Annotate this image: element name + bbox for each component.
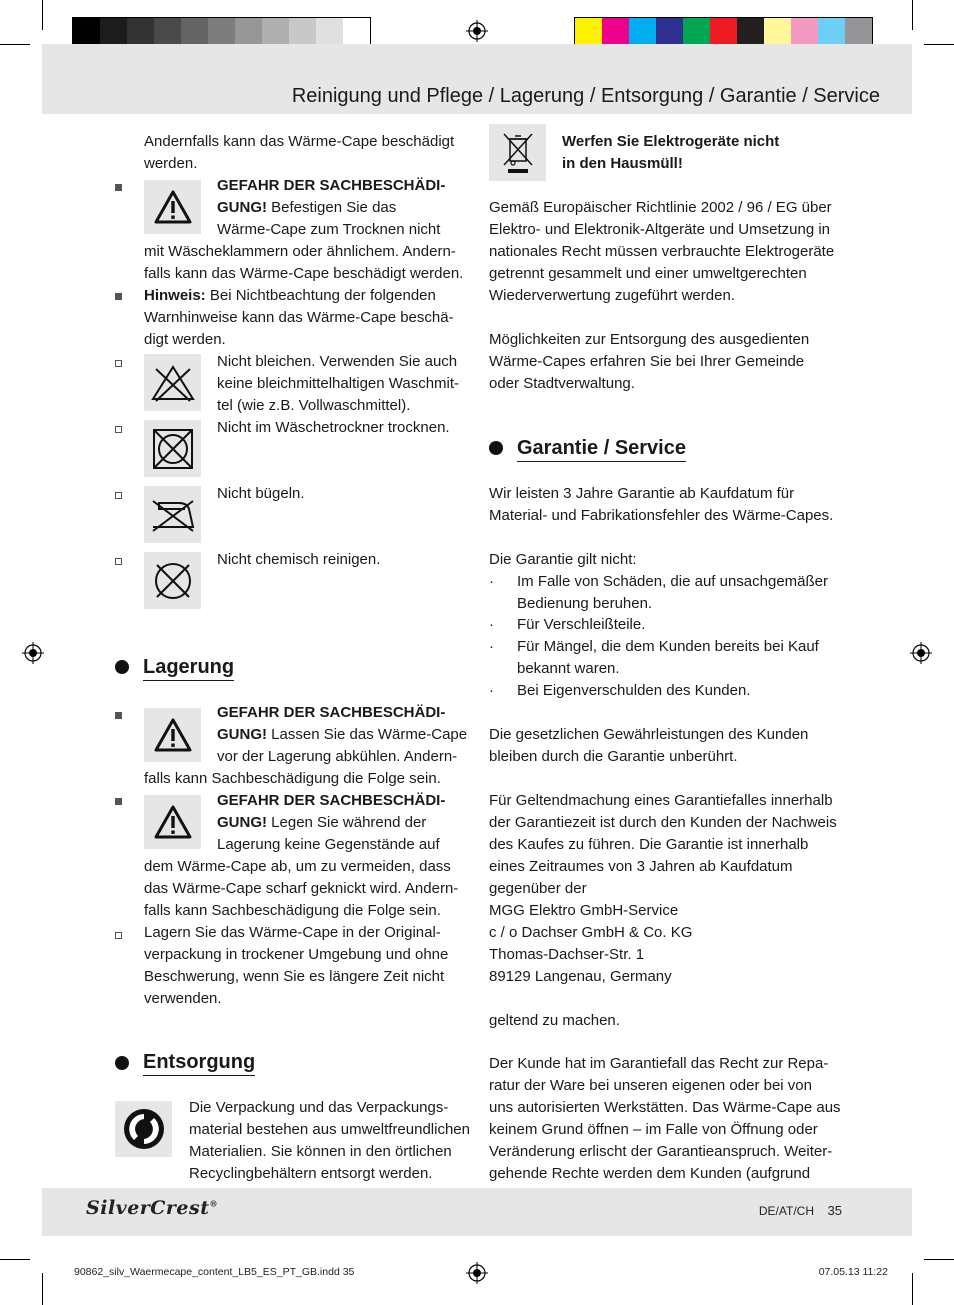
color-swatch — [764, 18, 791, 46]
color-swatch — [575, 18, 602, 46]
color-swatch — [602, 18, 629, 46]
warranty-repair: Der Kunde hat im Garantiefall das Recht zur Repa- ratur der Ware bei unseren eigenen oder bei von uns autorisierten Werkstätten. Das Wärme-Cape aus keinem Grund öffnen – im Falle von Öffnung oder Veränderung erlischt der Garantieanspruch. Weiter- gehende Rechte werden dem Kunden (aufgrund — [489, 1055, 841, 1182]
country-codes: DE/AT/CH — [758, 1204, 814, 1218]
storage-text: Lagern Sie das Wärme-Cape in der Original- verpackung in trockener Umgebung und ohne Beschwerung, wenn Sie es längere Zeit nicht verwenden. — [144, 924, 449, 1007]
bullet — [115, 932, 122, 939]
grayscale-color-bar — [72, 17, 371, 47]
weee-paragraph: Gemäß Europäischer Richtlinie 2002 / 96 / EG über Elektro- und Elektronik-Altgeräte und Umsetzung in nationales Recht müssen verbrauchte Elektrogeräte getrennt gesammelt und einer umweltgerechten Wiederverwertung zugeführt werden. — [489, 199, 835, 304]
bullet — [115, 492, 122, 499]
color-swatch — [262, 18, 289, 46]
list-item: Für Verschleißteile. — [517, 616, 646, 633]
color-swatch — [100, 18, 127, 46]
heading-garantie: Garantie / Service — [517, 436, 686, 462]
color-swatch — [127, 18, 154, 46]
warning-text: GEFAHR DER SACHBESCHÄDI- GUNG! Legen Sie während der Lagerung keine Gegenstände auf — [217, 792, 446, 853]
entsorgung-text: Die Verpackung und das Verpackungs- material bestehen aus umweltfreundlichen Materialien. Sie können in den örtlichen Recyclingbehältern entsorgt werden. — [189, 1099, 470, 1182]
care-icon-box — [144, 420, 201, 477]
warranty-legal: Die gesetzlichen Gewährleistungen des Kunden bleiben durch die Garantie unberührt. — [489, 726, 809, 765]
color-swatch — [791, 18, 818, 46]
list-marker: · — [489, 616, 494, 633]
heading-bullet — [115, 1056, 129, 1070]
intro-text: Andernfalls kann das Wärme-Cape beschädigt werden. — [144, 133, 455, 172]
bullet — [115, 293, 122, 300]
crop-mark — [42, 1273, 43, 1305]
crop-mark — [42, 0, 43, 30]
color-swatch — [656, 18, 683, 46]
weee-title: Werfen Sie Elektrogeräte nicht in den Hausmüll! — [562, 133, 780, 172]
care-text-no-iron: Nicht bügeln. — [217, 485, 305, 502]
care-icon-box — [144, 354, 201, 411]
care-text-no-tumble-dry: Nicht im Wäschetrockner trocknen. — [217, 419, 450, 436]
warning-text-cont: mit Wäscheklammern oder ähnlichem. Andern- falls kann das Wärme-Cape beschädigt werden. — [144, 243, 464, 282]
no-tumble-dry-icon — [151, 427, 195, 471]
crop-mark — [0, 44, 30, 45]
warranty-claim-end: geltend zu machen. — [489, 1012, 620, 1029]
warning-icon-box — [144, 708, 201, 762]
color-swatch — [73, 18, 100, 46]
bullet — [115, 184, 122, 191]
warranty-claim: Für Geltendmachung eines Garantiefalles innerhalb der Garantiezeit ist durch den Kunden der Nachweis des Kaufes zu führen. Die Garantie ist innerhalb eines Zeitraumes von 3 Jahren ab Kaufdatum gegenüber der MGG Elektro GmbH-Service c / o Dachser GmbH & Co. KG Thomas-Dachser-Str. 1 89129 Langenau, Germany — [489, 792, 837, 985]
bullet — [115, 360, 122, 367]
color-swatch — [343, 18, 370, 46]
warranty-exclusions-title: Die Garantie gilt nicht: — [489, 551, 637, 568]
brand-logo: SilverCrest® — [86, 1197, 218, 1219]
color-swatch — [629, 18, 656, 46]
color-swatch — [316, 18, 343, 46]
page-number: 35 — [827, 1203, 842, 1218]
list-item: Im Falle von Schäden, die auf unsachgemäßer Bedienung beruhen. — [517, 573, 829, 612]
bullet — [115, 798, 122, 805]
bullet — [115, 712, 122, 719]
care-text-no-dry-clean: Nicht chemisch reinigen. — [217, 551, 381, 568]
warning-triangle-icon — [154, 718, 192, 752]
warning-text: GEFAHR DER SACHBESCHÄDI- GUNG! Befestigen Sie das Wärme-Cape zum Trocknen nicht — [217, 177, 446, 238]
crop-mark — [0, 1259, 30, 1260]
warning-icon-box — [144, 180, 201, 234]
warning-triangle-icon — [154, 190, 192, 224]
list-item: Bei Eigenverschulden des Kunden. — [517, 682, 751, 699]
crossed-bin-icon — [500, 131, 536, 175]
list-marker: · — [489, 573, 494, 590]
crop-mark — [912, 0, 913, 30]
color-swatch — [710, 18, 737, 46]
weee-icon-box — [489, 124, 546, 181]
warning-text: GEFAHR DER SACHBESCHÄDI- GUNG! Lassen Sie das Wärme-Cape vor der Lagerung abkühlen. Andern- — [217, 704, 468, 765]
list-marker: · — [489, 638, 494, 655]
registration-mark-icon — [466, 1262, 488, 1284]
color-swatch — [181, 18, 208, 46]
process-color-bar — [574, 17, 873, 47]
warning-text-cont: dem Wärme-Cape ab, um zu vermeiden, dass das Wärme-Cape scharf geknickt wird. Andern- falls kann Sachbeschädigung die Folge sein. — [144, 858, 459, 919]
registration-mark-icon — [22, 642, 44, 664]
list-marker: · — [489, 682, 494, 699]
color-swatch — [154, 18, 181, 46]
warning-text-cont: falls kann Sachbeschädigung die Folge sein. — [144, 770, 441, 787]
warning-icon-box — [144, 795, 201, 849]
recycling-icon-box — [115, 1101, 172, 1157]
color-swatch — [235, 18, 262, 46]
color-swatch — [818, 18, 845, 46]
heading-lagerung: Lagerung — [143, 655, 234, 681]
crop-mark — [924, 1259, 954, 1260]
bullet — [115, 426, 122, 433]
crop-mark — [924, 44, 954, 45]
heading-entsorgung: Entsorgung — [143, 1050, 255, 1076]
slug-filename: 90862_silv_Waermecape_content_LB5_ES_PT_GB.indd 35 — [74, 1266, 355, 1278]
warning-triangle-icon — [154, 805, 192, 839]
care-icon-box — [144, 552, 201, 609]
color-swatch — [683, 18, 710, 46]
no-bleach-icon — [150, 363, 196, 403]
no-iron-icon — [149, 497, 197, 533]
heading-bullet — [489, 441, 503, 455]
list-item: Für Mängel, die dem Kunden bereits bei Kauf bekannt waren. — [517, 638, 819, 677]
crop-mark — [912, 1273, 913, 1305]
color-swatch — [208, 18, 235, 46]
hint-text: Hinweis: Bei Nichtbeachtung der folgenden Warnhinweise kann das Wärme-Cape beschä- digt werden. — [144, 287, 454, 348]
disposal-paragraph: Möglichkeiten zur Entsorgung des ausgedienten Wärme-Capes erfahren Sie bei Ihrer Gemeinde oder Stadtverwaltung. — [489, 331, 810, 392]
green-dot-recycling-icon — [121, 1106, 167, 1152]
no-dry-clean-icon — [151, 559, 195, 603]
registration-mark-icon — [466, 20, 488, 42]
warranty-intro: Wir leisten 3 Jahre Garantie ab Kaufdatum für Material- und Fabrikationsfehler des Wärme-Capes. — [489, 485, 834, 524]
heading-bullet — [115, 660, 129, 674]
care-icon-box — [144, 486, 201, 543]
slug-date: 07.05.13 11:22 — [818, 1266, 888, 1278]
color-swatch — [737, 18, 764, 46]
bullet — [115, 558, 122, 565]
color-swatch — [845, 18, 872, 46]
registration-mark-icon — [910, 642, 932, 664]
care-text-no-bleach: Nicht bleichen. Verwenden Sie auch keine bleichmittelhaltigen Waschmit- tel (wie z.B. Vollwaschmittel). — [217, 353, 460, 414]
color-swatch — [289, 18, 316, 46]
page-title: Reinigung und Pflege / Lagerung / Entsorgung / Garantie / Service — [291, 85, 880, 107]
